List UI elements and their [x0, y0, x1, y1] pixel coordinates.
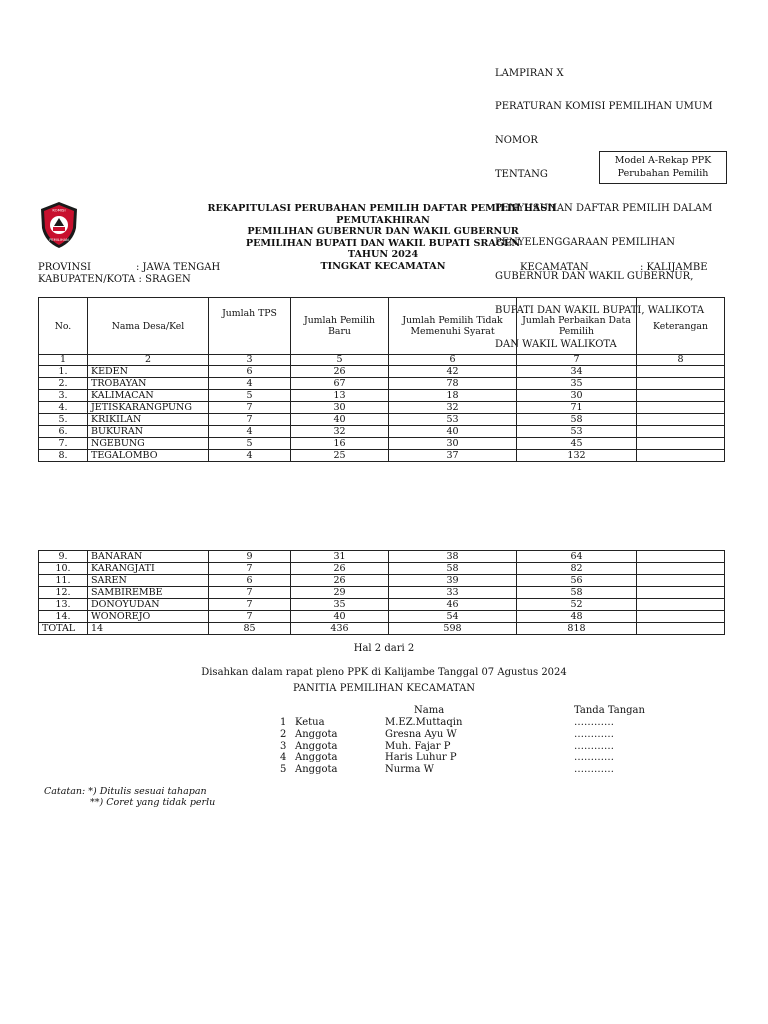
page-indicator: Hal 2 dari 2 — [353, 643, 415, 654]
row-tidak-memenuhi: 30 — [389, 438, 517, 450]
row-no: 11. — [39, 575, 88, 587]
row-jumlah-tps: 4 — [209, 450, 291, 462]
lampiran-line: GUBERNUR DAN WAKIL GUBERNUR, — [495, 270, 694, 282]
total-pemilih-baru: 436 — [291, 623, 389, 635]
col-number: 7 — [517, 355, 637, 366]
row-perbaikan: 71 — [517, 402, 637, 414]
signature-role: Anggota — [295, 752, 338, 764]
row-perbaikan: 34 — [517, 366, 637, 378]
row-jumlah-tps: 9 — [209, 551, 291, 563]
row-nama-desa: JETISKARANGPUNG — [88, 402, 209, 414]
column-number-row — [39, 355, 725, 366]
row-jumlah-tps: 7 — [209, 414, 291, 426]
header-pemilih-baru: Jumlah Pemilih Baru — [291, 298, 389, 355]
signature-role: Anggota — [295, 764, 338, 776]
total-tps: 85 — [209, 623, 291, 635]
row-pemilih-baru: 40 — [291, 414, 389, 426]
model-line-2: Perubahan Pemilih — [617, 167, 709, 179]
total-tidak-memenuhi: 598 — [389, 623, 517, 635]
row-nama-desa: KARANGJATI — [88, 563, 209, 575]
table-row — [39, 390, 725, 402]
row-pemilih-baru: 35 — [291, 599, 389, 611]
row-keterangan — [637, 611, 725, 623]
signature-number: 4 — [280, 752, 287, 764]
col-number: 6 — [389, 355, 517, 366]
catatan-line-2: **) Coret yang tidak perlu — [90, 797, 216, 808]
row-no: 9. — [39, 551, 88, 563]
table-row — [39, 563, 725, 575]
row-no: 13. — [39, 599, 88, 611]
row-pemilih-baru: 26 — [291, 563, 389, 575]
signature-role: Ketua — [295, 717, 325, 728]
signature-number: 5 — [280, 764, 287, 776]
signature-number: 3 — [280, 740, 287, 752]
row-keterangan — [637, 587, 725, 599]
lampiran-line: PENYUSUNAN DAFTAR PEMILIH DALAM — [495, 203, 713, 215]
header-keterangan: Keterangan — [637, 298, 725, 355]
row-jumlah-tps: 5 — [209, 390, 291, 402]
rekap-table-part-1 — [38, 297, 725, 462]
row-perbaikan: 45 — [517, 438, 637, 450]
row-jumlah-tps: 4 — [209, 426, 291, 438]
row-pemilih-baru: 67 — [291, 378, 389, 390]
col-number: 3 — [209, 355, 291, 366]
row-tidak-memenuhi: 54 — [389, 611, 517, 623]
row-keterangan — [637, 366, 725, 378]
row-perbaikan: 58 — [517, 587, 637, 599]
signature-number: 2 — [280, 728, 287, 740]
table-row — [39, 366, 725, 378]
row-pemilih-baru: 25 — [291, 450, 389, 462]
row-tidak-memenuhi: 32 — [389, 402, 517, 414]
catatan-line-1: Catatan: *) Ditulis sesuai tahapan — [44, 786, 207, 797]
total-perbaikan: 818 — [517, 623, 637, 635]
row-no: 3. — [39, 390, 88, 402]
col-number: 2 — [88, 355, 209, 366]
row-nama-desa: BUKURAN — [88, 426, 209, 438]
rekap-table-part-2 — [38, 550, 725, 635]
row-keterangan — [637, 402, 725, 414]
row-pemilih-baru: 40 — [291, 611, 389, 623]
col-number: 1 — [39, 355, 88, 366]
provinsi-value: : JAWA TENGAH — [136, 262, 221, 273]
row-jumlah-tps: 7 — [209, 599, 291, 611]
row-nama-desa: KALIMACAN — [88, 390, 209, 402]
row-no: 14. — [39, 611, 88, 623]
row-keterangan — [637, 438, 725, 450]
row-jumlah-tps: 7 — [209, 587, 291, 599]
row-jumlah-tps: 7 — [209, 611, 291, 623]
title-line-3: PEMILIHAN BUPATI DAN WAKIL BUPATI SRAGEN — [245, 237, 521, 249]
col-number: 8 — [637, 355, 725, 366]
row-no: 4. — [39, 402, 88, 414]
signature-role: Anggota — [295, 740, 338, 752]
signature-name: M.EZ.Muttaqin — [385, 717, 463, 728]
row-jumlah-tps: 7 — [209, 402, 291, 414]
row-tidak-memenuhi: 40 — [389, 426, 517, 438]
row-pemilih-baru: 26 — [291, 366, 389, 378]
row-keterangan — [637, 378, 725, 390]
total-desa-count: 14 — [88, 623, 209, 635]
signature-dots: ………… — [574, 728, 614, 740]
row-tidak-memenuhi: 39 — [389, 575, 517, 587]
row-tidak-memenuhi: 33 — [389, 587, 517, 599]
row-keterangan — [637, 426, 725, 438]
title-line-2: PEMILIHAN GUBERNUR DAN WAKIL GUBERNUR — [247, 226, 519, 238]
row-pemilih-baru: 16 — [291, 438, 389, 450]
kecamatan-label: KECAMATAN — [520, 262, 589, 273]
header-tidak-memenuhi: Jumlah Pemilih Tidak Memenuhi Syarat — [389, 298, 517, 355]
row-nama-desa: SAMBIREMBE — [88, 587, 209, 599]
table-row — [39, 575, 725, 587]
row-nama-desa: TEGALOMBO — [88, 450, 209, 462]
table-row — [39, 414, 725, 426]
row-tidak-memenuhi: 42 — [389, 366, 517, 378]
table-row — [39, 587, 725, 599]
row-keterangan — [637, 563, 725, 575]
header-no: No. — [39, 298, 88, 355]
row-pemilih-baru: 26 — [291, 575, 389, 587]
row-keterangan — [637, 599, 725, 611]
signature-dots: ………… — [574, 740, 614, 752]
lampiran-line: PENYELENGGARAAN PEMILIHAN — [495, 237, 675, 249]
row-perbaikan: 64 — [517, 551, 637, 563]
row-no: 6. — [39, 426, 88, 438]
row-perbaikan: 48 — [517, 611, 637, 623]
row-no: 10. — [39, 563, 88, 575]
signature-name: Nurma W — [385, 764, 434, 776]
row-no: 12. — [39, 587, 88, 599]
provinsi-label: PROVINSI — [38, 262, 92, 273]
row-perbaikan: 30 — [517, 390, 637, 402]
row-keterangan — [637, 414, 725, 426]
row-pemilih-baru: 32 — [291, 426, 389, 438]
row-tidak-memenuhi: 37 — [389, 450, 517, 462]
row-jumlah-tps: 4 — [209, 378, 291, 390]
row-tidak-memenuhi: 58 — [389, 563, 517, 575]
model-line-1: Model A-Rekap PPK — [614, 155, 712, 166]
row-no: 8. — [39, 450, 88, 462]
row-keterangan — [637, 575, 725, 587]
table-row — [39, 378, 725, 390]
title-line-5: TINGKAT KECAMATAN — [320, 260, 446, 272]
total-keterangan — [637, 623, 725, 635]
row-nama-desa: KRIKILAN — [88, 414, 209, 426]
kabupaten-line: KABUPATEN/KOTA : SRAGEN — [38, 274, 191, 285]
signature-dots: ………… — [574, 764, 614, 776]
signature-role: Anggota — [295, 728, 338, 740]
row-no: 7. — [39, 438, 88, 450]
table-row — [39, 438, 725, 450]
table-row — [39, 402, 725, 414]
nama-header: Nama — [414, 705, 445, 716]
row-nama-desa: WONOREJO — [88, 611, 209, 623]
table-header-row — [39, 298, 725, 355]
total-row — [39, 623, 725, 635]
row-nama-desa: NGEBUNG — [88, 438, 209, 450]
signature-name: Haris Luhur P — [385, 752, 457, 764]
row-tidak-memenuhi: 46 — [389, 599, 517, 611]
signature-dots: ………… — [574, 717, 614, 728]
row-perbaikan: 53 — [517, 426, 637, 438]
logo-top-text: KOMISI — [52, 207, 66, 213]
title-line-4: TAHUN 2024 — [347, 249, 419, 261]
table-row — [39, 599, 725, 611]
lampiran-line: TENTANG — [495, 169, 548, 181]
row-perbaikan: 52 — [517, 599, 637, 611]
header-nama-desa: Nama Desa/Kel — [88, 298, 209, 355]
row-pemilih-baru: 31 — [291, 551, 389, 563]
row-nama-desa: BANARAN — [88, 551, 209, 563]
header-perbaikan: Jumlah Perbaikan Data Pemilih — [517, 298, 637, 355]
kpu-logo — [38, 200, 80, 250]
signature-name: Gresna Ayu W — [385, 728, 457, 740]
row-no: 2. — [39, 378, 88, 390]
table-row — [39, 611, 725, 623]
row-tidak-memenuhi: 78 — [389, 378, 517, 390]
logo-bottom-text: PEMILIHAN — [49, 238, 69, 242]
row-perbaikan: 56 — [517, 575, 637, 587]
signature-name: Muh. Fajar P — [385, 740, 451, 752]
row-pemilih-baru: 30 — [291, 402, 389, 414]
row-nama-desa: SAREN — [88, 575, 209, 587]
signature-dots: ………… — [574, 752, 614, 764]
row-keterangan — [637, 551, 725, 563]
table-row — [39, 450, 725, 462]
row-keterangan — [637, 390, 725, 402]
model-box — [599, 151, 727, 184]
row-nama-desa: KEDEN — [88, 366, 209, 378]
row-tidak-memenuhi: 18 — [389, 390, 517, 402]
row-tidak-memenuhi: 53 — [389, 414, 517, 426]
row-no: 5. — [39, 414, 88, 426]
row-jumlah-tps: 5 — [209, 438, 291, 450]
row-nama-desa: TROBAYAN — [88, 378, 209, 390]
row-perbaikan: 82 — [517, 563, 637, 575]
total-label: TOTAL — [39, 623, 88, 635]
table-row — [39, 551, 725, 563]
title-line-1: REKAPITULASI PERUBAHAN PEMILIH DAFTAR PEMILIH HASIL PEMUTAKHIRAN — [207, 203, 559, 226]
row-keterangan — [637, 450, 725, 462]
lampiran-line: DAN WAKIL WALIKOTA — [495, 338, 617, 350]
table-row — [39, 426, 725, 438]
row-perbaikan: 132 — [517, 450, 637, 462]
row-tidak-memenuhi: 38 — [389, 551, 517, 563]
lampiran-line: NOMOR — [495, 135, 538, 147]
row-pemilih-baru: 13 — [291, 390, 389, 402]
row-perbaikan: 35 — [517, 378, 637, 390]
signature-number: 1 — [280, 717, 287, 728]
row-jumlah-tps: 6 — [209, 575, 291, 587]
row-no: 1. — [39, 366, 88, 378]
row-perbaikan: 58 — [517, 414, 637, 426]
disahkan-text: Disahkan dalam rapat pleno PPK di Kalijambe Tanggal 07 Agustus 2024 — [201, 667, 567, 678]
col-number: 5 — [291, 355, 389, 366]
row-jumlah-tps: 7 — [209, 563, 291, 575]
header-jumlah-tps: Jumlah TPS — [209, 298, 291, 355]
panitia-heading: PANITIA PEMILIHAN KECAMATAN — [292, 683, 476, 694]
tanda-tangan-header: Tanda Tangan — [574, 705, 645, 716]
row-nama-desa: DONOYUDAN — [88, 599, 209, 611]
lampiran-line: BUPATI DAN WAKIL BUPATI, WALIKOTA — [495, 304, 705, 316]
row-jumlah-tps: 6 — [209, 366, 291, 378]
row-pemilih-baru: 29 — [291, 587, 389, 599]
lampiran-line: PERATURAN KOMISI PEMILIHAN UMUM — [495, 101, 713, 113]
kecamatan-value: : KALIJAMBE — [640, 262, 708, 273]
lampiran-line: LAMPIRAN X — [495, 67, 564, 79]
